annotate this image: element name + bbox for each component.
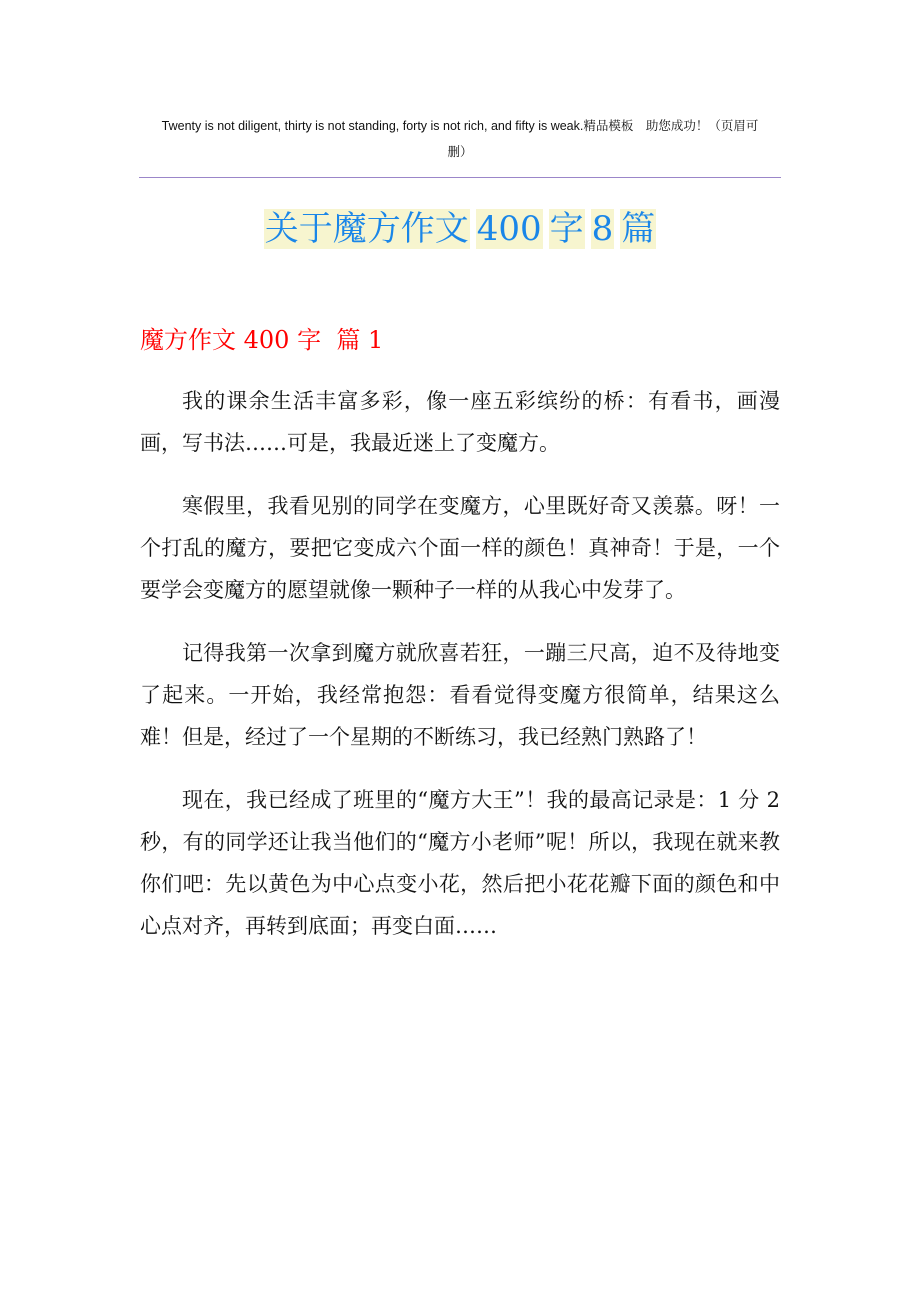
title-segment: 篇 [621,209,656,249]
document-title [0,205,920,253]
title-segment: 8 [591,209,614,249]
title-segment: 关于魔方作文 [264,209,469,249]
header-text-line1: Twenty is not diligent, thirty is not standing, forty is not rich, and fifty is weak.精品模板 助您成功！（页眉可 [161,119,759,133]
paragraph: 寒假里，我看见别的同学在变魔方，心里既好奇又羡慕。呀！一个打乱的魔方，要把它变成六个面一样的颜色！真神奇！于是，一个要学会变魔方的愿望就像一颗种子一样的从我心中发芽了。 [140,494,780,602]
essay-body [140,380,780,968]
page-header [138,113,782,165]
header-divider [139,177,781,178]
title-segment: 字 [549,209,584,249]
header-text-line2: 删） [447,145,473,159]
paragraph: 现在，我已经成了班里的“魔方大王”！我的最高记录是：1 分 2 秒，有的同学还让我当他们的“魔方小老师”呢！所以，我现在就来教你们吧：先以黄色为中心点变小花，然后把小花花瓣下面的颜色和中心点对齐，再转到底面；再变白面…… [140,788,780,938]
section-heading: 魔方作文 400 字 篇 1 [140,326,384,354]
title-segment: 400 [476,209,542,249]
paragraph: 我的课余生活丰富多彩，像一座五彩缤纷的桥：有看书，画漫画，写书法……可是，我最近迷上了变魔方。 [140,389,780,455]
paragraph: 记得我第一次拿到魔方就欣喜若狂，一蹦三尺高，迫不及待地变了起来。一开始，我经常抱怨：看看觉得变魔方很简单，结果这么难！但是，经过了一个星期的不断练习，我已经熟门熟路了！ [140,641,780,749]
